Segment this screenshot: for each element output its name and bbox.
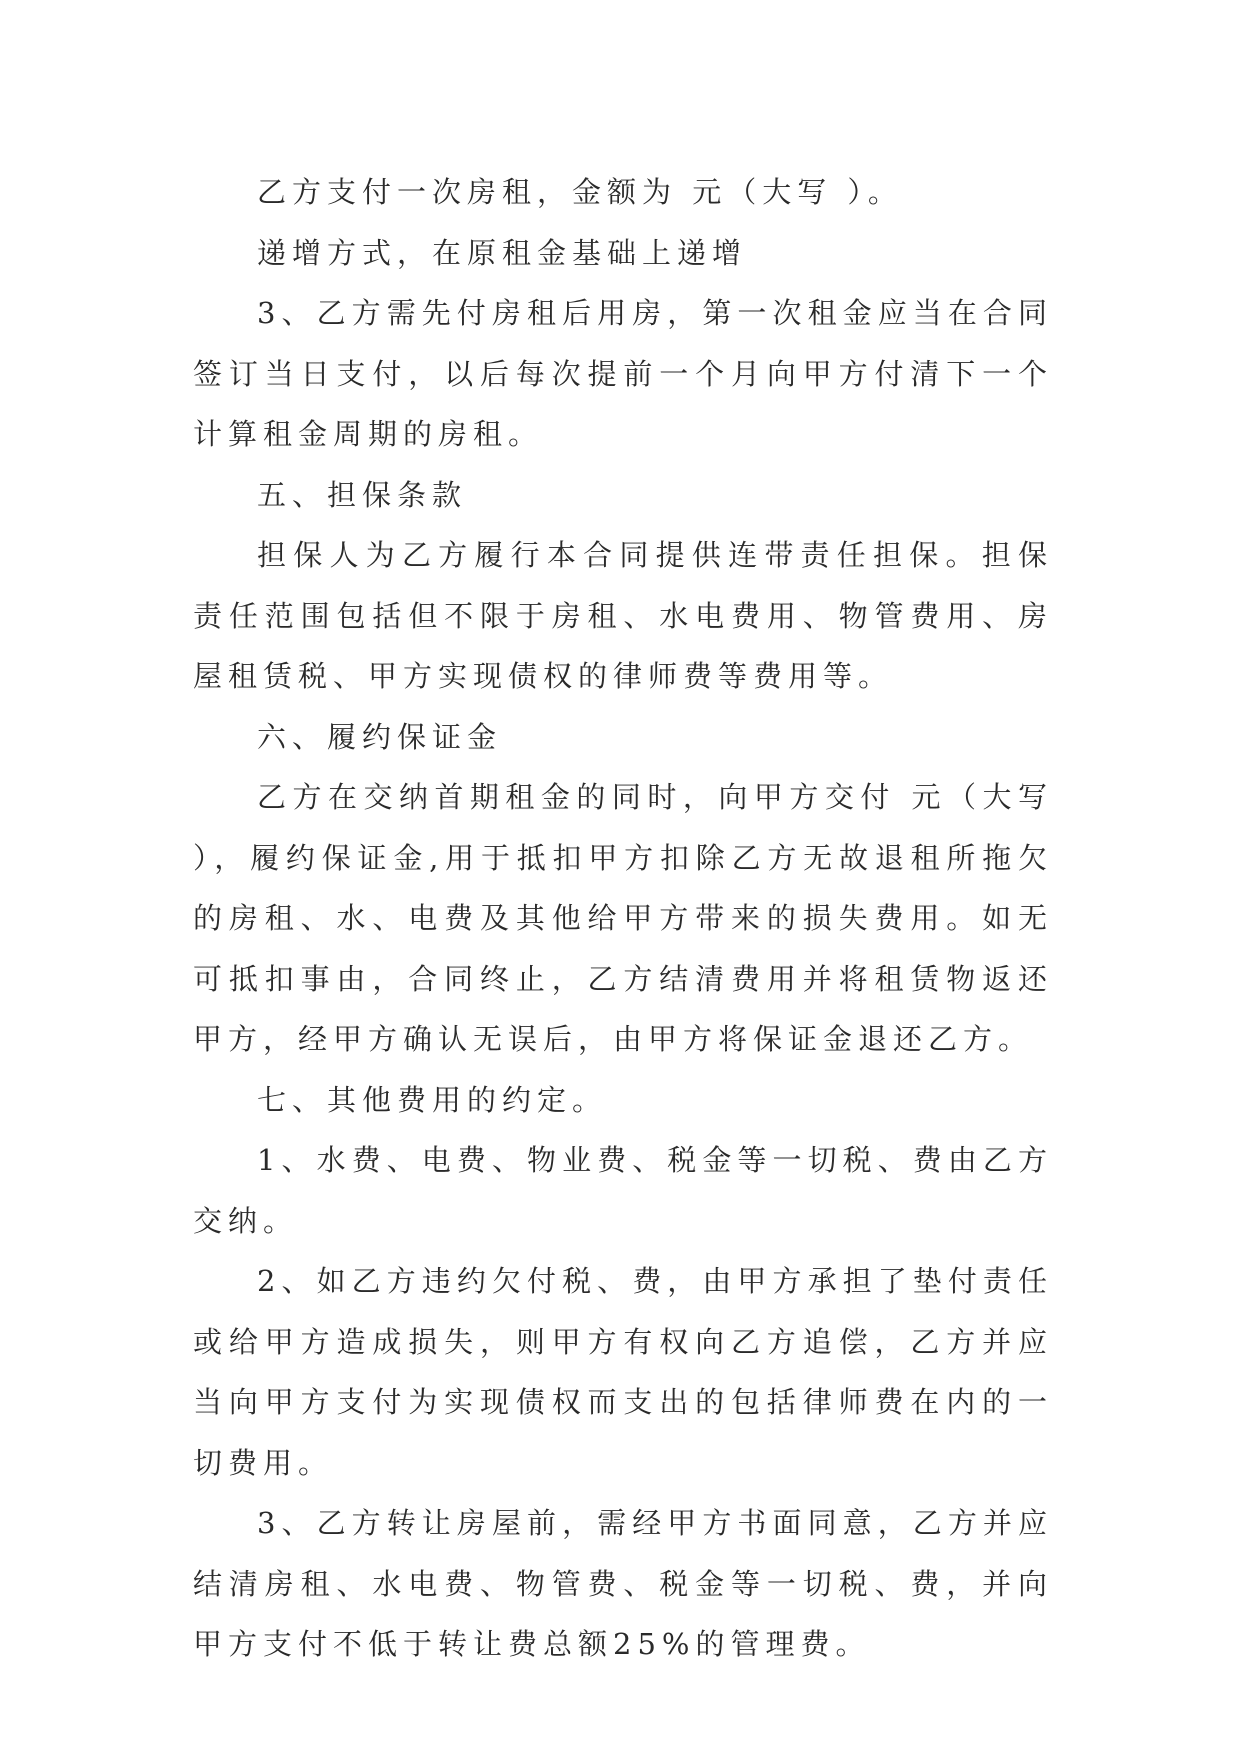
- section-heading-deposit: 六、履约保证金: [257, 719, 503, 754]
- paragraph-fees-3: 3、乙方转让房屋前，需经甲方书面同意，乙方并应结清房租、水电费、物管费、税金等一切税、费，并向甲方支付不低于转让费总额25%的管理费。: [193, 1506, 1053, 1661]
- paragraph-fees-2: 2、如乙方违约欠付税、费，由甲方承担了垫付责任或给甲方造成损失，则甲方有权向乙方追偿，乙方并应当向甲方支付为实现债权而支出的包括律师费在内的一切费用。: [193, 1264, 1053, 1480]
- section-heading-other-fees: 七、其他费用的约定。: [257, 1082, 608, 1117]
- paragraph-fees-1: 1、水费、电费、物业费、税金等一切税、费由乙方交纳。: [193, 1143, 1053, 1238]
- paragraph-rent-payment: 乙方支付一次房租，金额为 元（大写 ）。: [257, 175, 903, 209]
- section-heading-guarantee: 五、担保条款: [257, 477, 468, 512]
- paragraph-advance-payment: 3、乙方需先付房租后用房，第一次租金应当在合同签订当日支付，以后每次提前一个月向甲方付清下一个计算租金周期的房租。: [193, 296, 1053, 451]
- paragraph-rent-increase: 递增方式，在原租金基础上递增: [257, 235, 748, 270]
- paragraph-deposit: 乙方在交纳首期租金的同时，向甲方交付 元（大写 ），履约保证金,用于抵扣甲方扣除乙方无故退租所拖欠的房租、水、电费及其他给甲方带来的损失费用。如无可抵扣事由，合同终止，乙方结清费用并将租赁物返还甲方，经甲方确认无误后，由甲方将保证金退还乙方。: [193, 780, 1053, 1056]
- paragraph-guarantee: 担保人为乙方履行本合同提供连带责任担保。担保责任范围包括但不限于房租、水电费用、物管费用、房屋租赁税、甲方实现债权的律师费等费用等。: [193, 538, 1053, 693]
- document-body: [193, 162, 1053, 1675]
